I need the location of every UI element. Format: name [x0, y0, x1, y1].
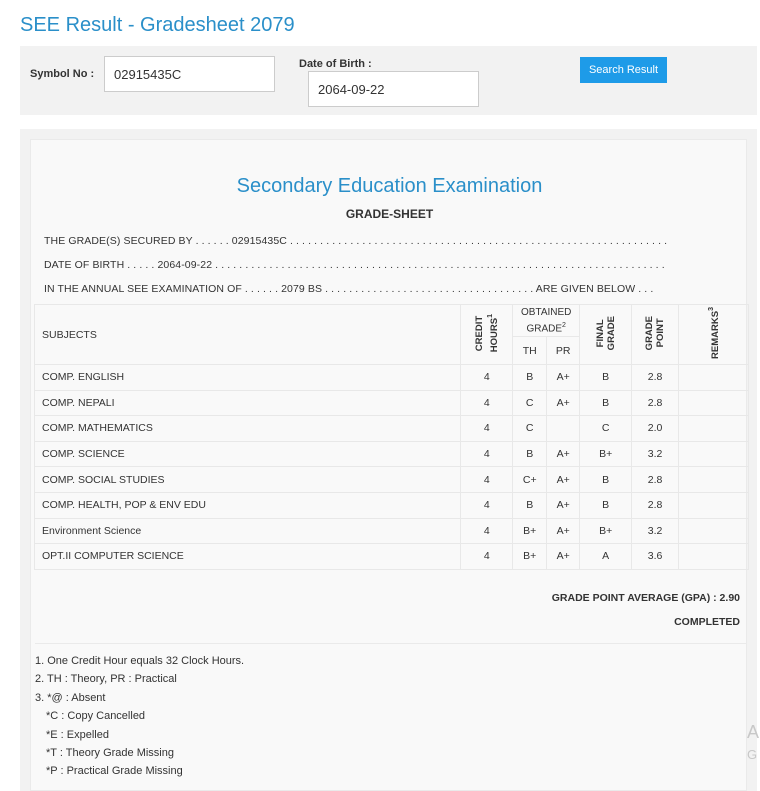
th-grade-cell: B+ [513, 544, 547, 570]
table-row [35, 467, 749, 493]
cut-off-text-fragment: G [747, 747, 758, 762]
credit-hours-cell: 4 [461, 518, 513, 544]
subject-cell: COMP. ENGLISH [35, 365, 461, 391]
th-grade-cell: B+ [513, 518, 547, 544]
credit-hours-cell: 4 [461, 492, 513, 518]
gradesheet-subtitle: GRADE-SHEET [345, 207, 434, 221]
page-title: SEE Result - Gradesheet 2079 [20, 14, 295, 36]
grade-point-cell: 2.8 [632, 390, 679, 416]
credit-hours-cell: 4 [461, 544, 513, 570]
subject-cell: COMP. SOCIAL STUDIES [35, 467, 461, 493]
credit-hours-header-label: CREDIT HOURS [473, 315, 500, 353]
footnote-line: 1. One Credit Hour equals 32 Clock Hours. [35, 655, 245, 667]
remarks-cell [679, 492, 749, 518]
th-grade-cell: C [513, 390, 547, 416]
remarks-cell [679, 544, 749, 570]
footnote-line: *E : Expelled [46, 728, 109, 741]
credit-hours-footnote: 1 [486, 313, 494, 318]
credit-hours-cell: 4 [461, 416, 513, 442]
final-grade-cell: C [580, 416, 632, 442]
grade-point-cell: 2.8 [632, 467, 679, 493]
final-grade-cell: B [580, 467, 632, 493]
remarks-cell [679, 518, 749, 544]
dob-label: Date of Birth : [299, 58, 372, 70]
footnote-line: *P : Practical Grade Missing [46, 765, 183, 778]
th-header: TH [513, 337, 547, 365]
table-row [35, 365, 749, 391]
th-grade-cell: B [513, 492, 547, 518]
subject-cell: COMP. SCIENCE [35, 441, 461, 467]
grade-table [34, 304, 749, 570]
pr-grade-cell: A+ [547, 365, 580, 391]
final-grade-cell: A [580, 544, 632, 570]
grade-point-header-label: GRADE POINT [644, 315, 667, 351]
final-grade-header-label: FINAL GRADE [594, 315, 617, 351]
table-row [35, 518, 749, 544]
grade-point-cell: 3.2 [632, 441, 679, 467]
exam-title: Secondary Education Examination [236, 175, 543, 197]
subject-cell: COMP. NEPALI [35, 390, 461, 416]
gpa-line: GRADE POINT AVERAGE (GPA) : 2.90 [551, 592, 740, 604]
remarks-cell [679, 365, 749, 391]
credit-hours-cell: 4 [461, 365, 513, 391]
credit-hours-cell: 4 [461, 390, 513, 416]
pr-grade-cell: A+ [547, 544, 580, 570]
search-result-button[interactable]: Search Result [580, 57, 667, 83]
grade-point-cell: 3.6 [632, 544, 679, 570]
table-row [35, 492, 749, 518]
symbol-label: Symbol No : [30, 68, 95, 80]
dob-input[interactable] [308, 71, 479, 107]
gradesheet-container [20, 129, 760, 791]
remarks-cell [679, 467, 749, 493]
result-status: COMPLETED [674, 616, 740, 628]
search-panel [20, 46, 757, 115]
date-of-birth-line: DATE OF BIRTH . . . . . 2064-09-22 . . . . . . . . . . . . . . . . . . . . . . . . . . . . . . . . . . . . . . . . . . . . . . . . . . . . . . . . . . . . . . . . . . . . . . . . . . . [44, 259, 665, 271]
remarks-header [679, 305, 749, 365]
subjects-header: SUBJECTS [35, 305, 461, 365]
table-row [35, 544, 749, 570]
final-grade-cell: B [580, 492, 632, 518]
subject-cell: COMP. HEALTH, POP & ENV EDU [35, 492, 461, 518]
grade-point-cell: 2.0 [632, 416, 679, 442]
table-row [35, 441, 749, 467]
pr-grade-cell: A+ [547, 467, 580, 493]
th-grade-cell: B [513, 441, 547, 467]
grades-secured-line: THE GRADE(S) SECURED BY . . . . . . 02915435C . . . . . . . . . . . . . . . . . . . . . . . . . . . . . . . . . . . . . . . . . . . . . . . . . . . . . . . . . . . . . . . [44, 235, 668, 247]
table-row [35, 390, 749, 416]
th-grade-cell: B [513, 365, 547, 391]
grade-point-cell: 2.8 [632, 492, 679, 518]
obtained-grade-header [513, 305, 580, 337]
subject-cell: COMP. MATHEMATICS [35, 416, 461, 442]
final-grade-cell: B+ [580, 518, 632, 544]
final-grade-header [580, 305, 632, 365]
th-grade-cell: C+ [513, 467, 547, 493]
pr-grade-cell: A+ [547, 441, 580, 467]
final-grade-cell: B+ [580, 441, 632, 467]
credit-hours-header [461, 305, 513, 365]
symbol-input[interactable] [104, 56, 275, 92]
footnote-line: 2. TH : Theory, PR : Practical [35, 673, 177, 686]
footnote-line: 3. *@ : Absent [35, 691, 106, 704]
credit-hours-cell: 4 [461, 467, 513, 493]
pr-grade-cell: A+ [547, 390, 580, 416]
footnotes [35, 643, 747, 781]
final-grade-cell: B [580, 390, 632, 416]
table-row [35, 416, 749, 442]
cut-off-text-fragment: A [747, 722, 760, 742]
subject-cell: Environment Science [35, 518, 461, 544]
remarks-cell [679, 416, 749, 442]
footnote-line: *C : Copy Cancelled [46, 710, 146, 723]
remarks-footnote: 3 [707, 307, 715, 311]
remarks-cell [679, 390, 749, 416]
remarks-header-label: REMARKS [710, 310, 722, 359]
grade-point-header [632, 305, 679, 365]
pr-grade-cell: A+ [547, 518, 580, 544]
remarks-cell [679, 441, 749, 467]
annual-exam-line: IN THE ANNUAL SEE EXAMINATION OF . . . . . . 2079 BS . . . . . . . . . . . . . . . . . . . . . . . . . . . . . . . . . . . ARE GIVEN BELOW . . . [44, 283, 654, 295]
final-grade-cell: B [580, 365, 632, 391]
credit-hours-cell: 4 [461, 441, 513, 467]
grade-rows [35, 365, 749, 570]
gradesheet-card [30, 139, 747, 791]
grade-point-cell: 2.8 [632, 365, 679, 391]
footnote-line: *T : Theory Grade Missing [46, 746, 174, 759]
pr-grade-cell [547, 416, 580, 442]
pr-grade-cell: A+ [547, 492, 580, 518]
obtained-grade-footnote: 2 [562, 321, 566, 329]
subject-cell: OPT.II COMPUTER SCIENCE [35, 544, 461, 570]
pr-header: PR [547, 337, 580, 365]
grade-point-cell: 3.2 [632, 518, 679, 544]
obtained-grade-label: OBTAINED GRADE [521, 306, 572, 335]
th-grade-cell: C [513, 416, 547, 442]
